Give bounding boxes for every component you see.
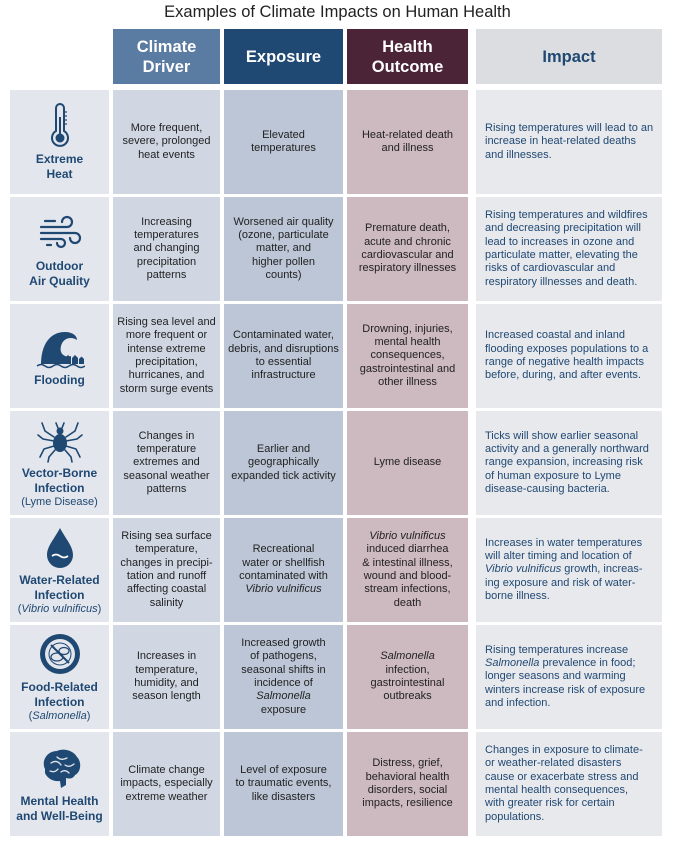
exposure-text-line: to traumatic events,: [235, 777, 332, 790]
header-climate-driver-line-1: Climate: [136, 37, 197, 56]
outcome-text-line: impacts, resilience: [362, 797, 453, 810]
header-health-outcome: [347, 29, 468, 84]
driver-text-line: severe, prolonged: [122, 135, 211, 148]
impact-text-line: will alter timing and location of: [485, 550, 632, 563]
exposure-text-line: Worsened air quality: [233, 215, 334, 228]
impact-text-line: Increased coastal and inland: [485, 329, 626, 342]
row-label: [22, 466, 97, 495]
driver-cell: [113, 197, 220, 301]
driver-text-line: extremes and: [133, 456, 200, 469]
row-label-cell: [10, 732, 109, 836]
header-impact-label: Impact: [542, 47, 596, 66]
row-label-line: Outdoor: [35, 259, 84, 273]
table-row: [10, 518, 662, 622]
impact-text-line: with greater risk for certain: [485, 797, 615, 810]
impact-text-line: mental health consequences,: [485, 784, 629, 796]
outcome-text-line: Heat-related death: [361, 128, 454, 141]
exposure-text-line: Increased growth: [241, 637, 326, 650]
impact-text-line: or weather-related disasters: [485, 757, 622, 770]
exposure-text-line: exposure: [260, 703, 307, 716]
outcome-text-line: death: [393, 596, 422, 609]
outcome-text-line: cardiovascular and: [361, 249, 454, 261]
exposure-text-line: Elevated: [262, 128, 305, 141]
row-label-line: Infection: [34, 480, 85, 495]
impact-text-line: range expansion, increasing risk: [485, 456, 643, 469]
exposure-cell: [224, 518, 343, 622]
impact-text-line: populations.: [485, 810, 545, 823]
exposure-text-line: Earlier and: [256, 443, 311, 456]
driver-text-line: tation and runoff: [126, 570, 207, 582]
driver-cell: [113, 411, 220, 515]
header-climate-driver-line-2: Driver: [142, 57, 191, 76]
driver-text-line: season length: [132, 690, 201, 703]
outcome-text-line: outbreaks: [383, 690, 432, 703]
exposure-text-line: infrastructure: [251, 369, 316, 382]
impact-text-line: disease-causing bacteria.: [485, 482, 610, 495]
row-label-line: Flooding: [34, 373, 85, 388]
row-label-line: Infection: [34, 587, 85, 602]
outcome-text-line: Drowning, injuries,: [362, 322, 453, 335]
flood-wave-icon: [35, 324, 85, 370]
outcome-text-line: acute and chronic: [364, 235, 451, 248]
brain-icon: [35, 745, 85, 791]
driver-text-line: salinity: [149, 596, 184, 609]
exposure-cell: [224, 625, 343, 729]
exposure-text-line: to essential: [255, 356, 312, 368]
outcome-text-line: disorders, social: [367, 784, 448, 796]
page-title: Examples of Climate Impacts on Human Health: [164, 3, 511, 21]
exposure-text-line: incidence of: [254, 677, 313, 689]
impact-text-line: borne illness.: [485, 589, 550, 602]
outcome-cell: [347, 732, 468, 836]
impact-text-line: risks of cardiovascular and: [485, 262, 616, 275]
row-label-line: Infection: [34, 694, 85, 709]
outcome-text-line: Distress, grief,: [372, 757, 443, 770]
impact-text-line: Rising temperatures increase: [485, 643, 629, 656]
exposure-text-line: geographically: [248, 456, 319, 469]
driver-text-line: humidity, and: [134, 677, 199, 689]
row-label-cell: [10, 90, 109, 194]
driver-cell: [113, 625, 220, 729]
outcome-text-line: infection,: [385, 663, 430, 676]
exposure-text-line: temperatures: [251, 142, 316, 154]
exposure-text-line: like disasters: [251, 790, 316, 803]
driver-text-line: heat events: [138, 148, 195, 161]
tick-icon: [35, 417, 85, 463]
exposure-cell: [224, 90, 343, 194]
driver-text-line: changes in precipi-: [120, 556, 213, 569]
driver-text-line: Increasing: [141, 215, 192, 228]
row-label-line: Heat: [46, 166, 73, 181]
table-row: [10, 90, 662, 194]
driver-text-line: more frequent or: [125, 329, 208, 342]
outcome-cell: [347, 304, 468, 408]
driver-text-line: Increases in: [136, 650, 197, 663]
driver-text-line: intense extreme: [127, 342, 206, 355]
row-label: [29, 259, 90, 288]
impact-text-line: Rising temperatures and wildfires: [485, 209, 648, 222]
impact-text-line: lead to increases in ozone and: [485, 235, 635, 248]
outcome-text-line: stream infections,: [364, 583, 451, 596]
impact-cell: [476, 90, 662, 194]
impact-text-line: and infection.: [485, 696, 551, 709]
driver-text-line: Climate change: [128, 764, 205, 777]
exposure-cell: [224, 304, 343, 408]
impact-text-line: longer seasons and warming: [485, 670, 626, 683]
driver-text-line: patterns: [146, 482, 187, 495]
driver-cell: [113, 732, 220, 836]
row-label-cell: [10, 197, 109, 301]
driver-text-line: extreme weather: [125, 790, 208, 803]
driver-text-line: Rising sea level and: [117, 316, 216, 329]
impact-text-line: ing exposure and risk of water-: [485, 576, 636, 589]
impact-text-line: increase in heat-related deaths: [485, 135, 637, 148]
wind-icon: [35, 210, 85, 256]
row-label-line: Vector-Borne: [21, 466, 98, 480]
header-health-outcome-line-2: Outcome: [371, 57, 444, 76]
outcome-text-line: other illness: [378, 375, 437, 388]
outcome-text-line: gastrointestinal and: [359, 362, 456, 375]
header-climate-driver: [113, 29, 220, 84]
driver-cell: [113, 304, 220, 408]
impact-text-line: before, during, and after events.: [485, 369, 641, 382]
impact-cell: [476, 304, 662, 408]
table-row: [10, 732, 662, 836]
row-label-subtitle: (Salmonella): [28, 710, 91, 722]
header-exposure: [224, 29, 343, 84]
driver-text-line: seasonal weather: [123, 469, 210, 482]
row-label-cell: [10, 518, 109, 622]
impact-text-line: Salmonella prevalence in food;: [485, 657, 636, 670]
driver-text-line: temperature: [136, 443, 197, 456]
row-label: [36, 152, 83, 181]
impact-cell: [476, 197, 662, 301]
exposure-text-line: Recreational: [252, 543, 315, 556]
impact-text-line: particulate matter, elevating the: [485, 249, 638, 261]
impact-text-line: flooding exposes populations to a: [485, 342, 649, 355]
row-label-line: and Well-Being: [16, 808, 103, 823]
exposure-cell: [224, 197, 343, 301]
impact-text-line: Vibrio vulnificus growth, increas-: [485, 563, 643, 576]
exposure-text-line: Contaminated water,: [233, 329, 334, 342]
outcome-text-line: and illness: [381, 142, 434, 154]
outcome-text-line: wound and blood-: [363, 570, 452, 582]
row-label-line: Extreme: [35, 152, 84, 166]
impact-text-line: of human exposure to Lyme: [485, 469, 621, 482]
row-label-cell: [10, 304, 109, 408]
row-label: [34, 373, 85, 388]
impact-text-line: winters increase risk of exposure: [485, 683, 646, 696]
impact-text-line: respiratory illnesses and death.: [485, 275, 638, 288]
impact-text-line: cause or exacerbate stress and: [485, 770, 639, 783]
outcome-text-line: Vibrio vulnificus: [369, 530, 446, 543]
header-health-outcome-line-1: Health: [382, 37, 433, 56]
outcome-text-line: mental health: [374, 336, 441, 349]
water-drop-icon: [35, 524, 85, 570]
impact-cell: [476, 411, 662, 515]
impact-cell: [476, 732, 662, 836]
impact-cell: [476, 518, 662, 622]
outcome-cell: [347, 625, 468, 729]
exposure-text-line: Salmonella: [256, 690, 311, 703]
outcome-text-line: induced diarrhea: [366, 543, 449, 556]
outcome-text-line: gastrointestinal: [370, 677, 445, 689]
driver-text-line: temperatures: [134, 229, 199, 242]
thermometer-icon: [35, 103, 85, 149]
driver-text-line: hurricanes, and: [128, 369, 205, 382]
outcome-text-line: Lyme disease: [373, 456, 442, 469]
impact-text-line: Rising temperatures will lead to an: [485, 122, 654, 135]
impact-text-line: Ticks will show earlier seasonal: [485, 429, 639, 442]
exposure-text-line: Vibrio vulnificus: [245, 583, 322, 596]
exposure-text-line: debris, and disruptions: [228, 342, 339, 355]
exposure-text-line: of pathogens,: [250, 650, 317, 663]
outcome-cell: [347, 197, 468, 301]
exposure-text-line: expanded tick activity: [231, 469, 336, 482]
impact-text-line: and illnesses.: [485, 148, 552, 161]
row-label-line: Mental Health: [20, 794, 99, 808]
exposure-text-line: water or shellfish: [242, 556, 325, 569]
outcome-text-line: Salmonella: [380, 650, 435, 663]
impact-text-line: Changes in exposure to climate-: [485, 744, 643, 757]
exposure-text-line: contaminated with: [239, 570, 328, 582]
driver-text-line: patterns: [146, 268, 187, 281]
impact-text-line: and decreasing precipitation will: [485, 222, 641, 235]
header-impact: [476, 29, 662, 84]
outcome-text-line: & intestinal illness,: [362, 556, 453, 569]
row-label-subtitle: (Vibrio vulnificus): [17, 603, 102, 615]
outcome-text-line: Premature death,: [364, 222, 450, 235]
table-row: [10, 304, 662, 408]
row-label-cell: [10, 625, 109, 729]
row-label-line: Water-Related: [19, 573, 100, 587]
impact-text-line: Increases in water temperatures: [485, 536, 643, 549]
row-label-line: Food-Related: [21, 680, 98, 694]
row-label: [16, 794, 102, 823]
food-plate-icon: [35, 631, 85, 677]
driver-text-line: More frequent,: [130, 122, 203, 135]
driver-text-line: precipitation: [136, 255, 197, 268]
table-row: [10, 625, 662, 729]
driver-text-line: temperature,: [135, 663, 198, 676]
exposure-text-line: Level of exposure: [240, 764, 327, 777]
driver-text-line: storm surge events: [119, 382, 214, 395]
exposure-cell: [224, 411, 343, 515]
table-row: [10, 197, 662, 301]
driver-text-line: Rising sea surface: [121, 530, 212, 543]
outcome-text-line: consequences,: [370, 349, 445, 362]
row-label-line: Air Quality: [29, 273, 90, 288]
exposure-text-line: matter, and: [255, 242, 312, 255]
exposure-cell: [224, 732, 343, 836]
exposure-text-line: counts): [265, 268, 302, 281]
impact-text-line: range of negative health impacts: [485, 356, 644, 368]
outcome-cell: [347, 411, 468, 515]
driver-text-line: affecting coastal: [126, 583, 207, 596]
row-label: [19, 573, 99, 602]
impact-cell: [476, 625, 662, 729]
outcome-cell: [347, 90, 468, 194]
outcome-text-line: respiratory illnesses: [358, 262, 457, 275]
exposure-text-line: seasonal shifts in: [241, 663, 326, 676]
row-label-subtitle: (Lyme Disease): [21, 496, 98, 508]
exposure-text-line: (ozone, particulate: [238, 229, 329, 242]
driver-text-line: precipitation,: [135, 356, 198, 368]
header-exposure-label: Exposure: [245, 47, 322, 66]
driver-text-line: and changing: [133, 242, 200, 255]
driver-cell: [113, 518, 220, 622]
row-label-cell: [10, 411, 109, 515]
driver-text-line: impacts, especially: [120, 777, 213, 790]
impact-text-line: activity and a generally northward: [485, 443, 649, 456]
row-label: [21, 680, 98, 709]
driver-text-line: Changes in: [138, 429, 195, 442]
driver-cell: [113, 90, 220, 194]
exposure-text-line: higher pollen: [251, 255, 315, 268]
outcome-text-line: behavioral health: [365, 770, 450, 783]
driver-text-line: temperature,: [135, 543, 198, 556]
table-row: [10, 411, 662, 515]
outcome-cell: [347, 518, 468, 622]
